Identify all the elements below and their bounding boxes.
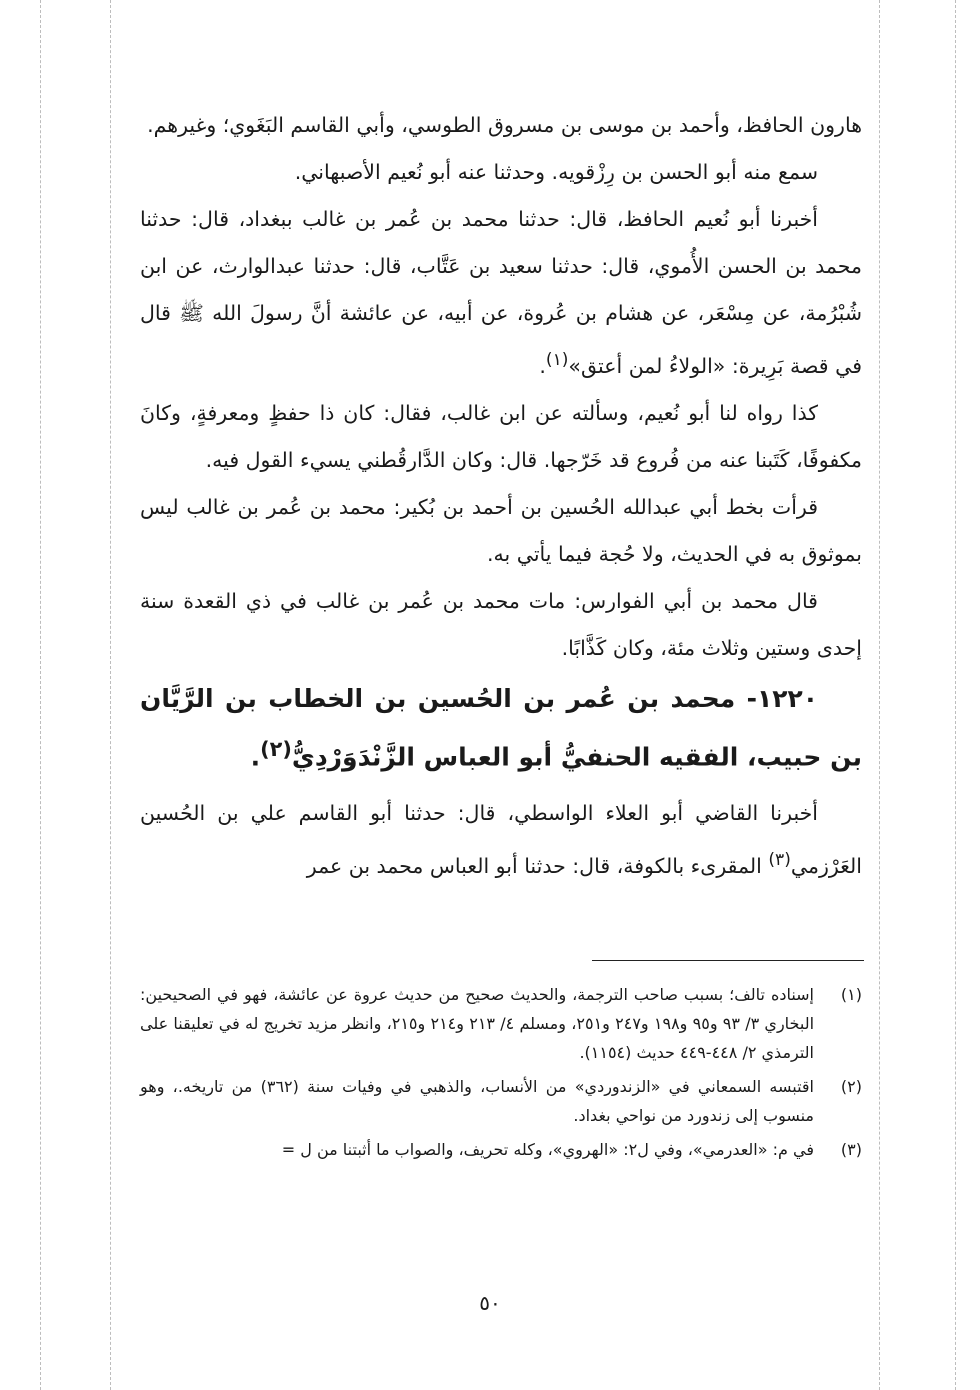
- footnote: [140, 1135, 862, 1164]
- page-number: ٥٠: [479, 1291, 501, 1315]
- paragraph: سمع منه أبو الحسن بن رِزْقويه. وحدثنا عنه أبو نُعيم الأصبهاني.: [294, 160, 818, 184]
- paragraph: قرأت بخط أبي عبدالله الحُسين بن أحمد بن بُكير: محمد بن عُمر بن غالب ليس بموثوق به في الحديث، ولا حُجة فيما يأتي به.: [140, 494, 862, 566]
- margin-guide-line: [40, 0, 41, 1390]
- footnote-number: (٣): [840, 1140, 862, 1159]
- footnote-number: (٢): [840, 1077, 862, 1096]
- footnote-text: اقتبسه السمعاني في «الزندوردي» من الأنساب، والذهبي في وفيات سنة (٣٦٢) من تاريخه.، وهو منسوب إلى زندورد من نواحي بغداد.: [140, 1077, 814, 1125]
- main-text: [140, 102, 862, 890]
- footnote-number: (١): [840, 985, 862, 1004]
- margin-guide-line: [110, 0, 111, 1390]
- paragraph: قال محمد بن أبي الفوارس: مات محمد بن عُمر بن غالب في ذي القعدة سنة إحدى وستين وثلاث مئة، وكان كَذَّابًا.: [140, 588, 862, 660]
- entry-heading: [140, 674, 862, 782]
- paragraph-text: أخبرنا القاضي أبو العلاء الواسطي، قال: حدثنا أبو القاسم علي بن الحُسين العَرْزمي: [140, 801, 862, 878]
- footnote: [140, 1072, 862, 1130]
- footnote-ref: (٣): [768, 850, 791, 871]
- footnote-separator: [592, 960, 864, 961]
- paragraph: [140, 790, 862, 890]
- paragraph: كذا رواه لنا أبو نُعيم، وسألته عن ابن غالب، فقال: كان ذا حفظٍ ومعرفةٍ، وكانَ مكفوفًا، كَتَبنا عنه من فُروع قد خَرّجها. قال: وكان الدَّارقُطني يسيء القول فيه.: [140, 400, 862, 472]
- period: .: [539, 353, 546, 378]
- footnote-ref: (٢): [260, 736, 292, 761]
- margin-guide-line: [955, 0, 956, 1390]
- footnote-text: إسناده تالف؛ بسبب صاحب الترجمة، والحديث صحيح من حديث عروة عن عائشة، فهو في الصحيحين: البخاري ٣/ ٩٣ و٩٥ و١٩٨ و٢٤٧ و٢٥١، ومسلم ٤/ ٢١٣ و٢١٤ و٢١٥، وانظر مزيد تخريج له في تعليقنا على الترمذي ٢/ ٤٤٨-٤٤٩ حديث (١١٥٤).: [140, 985, 815, 1062]
- paragraph: هارون الحافظ، وأحمد بن موسى بن مسروق الطوسي، وأبي القاسم البَغَوي؛ وغيرهم.: [147, 113, 862, 137]
- footnote-ref: (١): [545, 350, 569, 370]
- period: .: [250, 742, 261, 772]
- footnote: [140, 980, 862, 1067]
- footnotes: [140, 980, 862, 1169]
- paragraph-text: المقرىء بالكوفة، قال: حدثنا أبو العباس محمد بن عمر: [306, 853, 769, 878]
- hadith-paragraph: [140, 196, 862, 390]
- entry-heading-text: ١٢٢٠- محمد بن عُمر بن الحُسين بن الخطاب بن الرَّيَّان بن حبيب، الفقيه الحنفيُّ أبو العباس الزَّنْدَوَرْدِيُّ: [140, 683, 862, 772]
- footnote-text: في م: «العدرمي»، وفي ل٢: «الهروي»، وكله تحريف، والصواب ما أثبتنا من ل =: [281, 1140, 814, 1159]
- margin-guide-line: [879, 0, 880, 1390]
- hadith-text: أخبرنا أبو نُعيم الحافظ، قال: حدثنا محمد بن عُمر بن غالب ببغداد، قال: حدثنا محمد بن الحسن الأُموي، قال: حدثنا سعيد بن عَتَّاب، قال: حدثنا عبدالوارث، عن ابن شُبْرُمة، عن مِسْعَر، عن هشام بن عُروة، عن أبيه، عن عائشة أنَّ رسولَ الله ﷺ قال في قصة بَرِيرة: «الولاءُ لمن أعتق»: [140, 207, 862, 378]
